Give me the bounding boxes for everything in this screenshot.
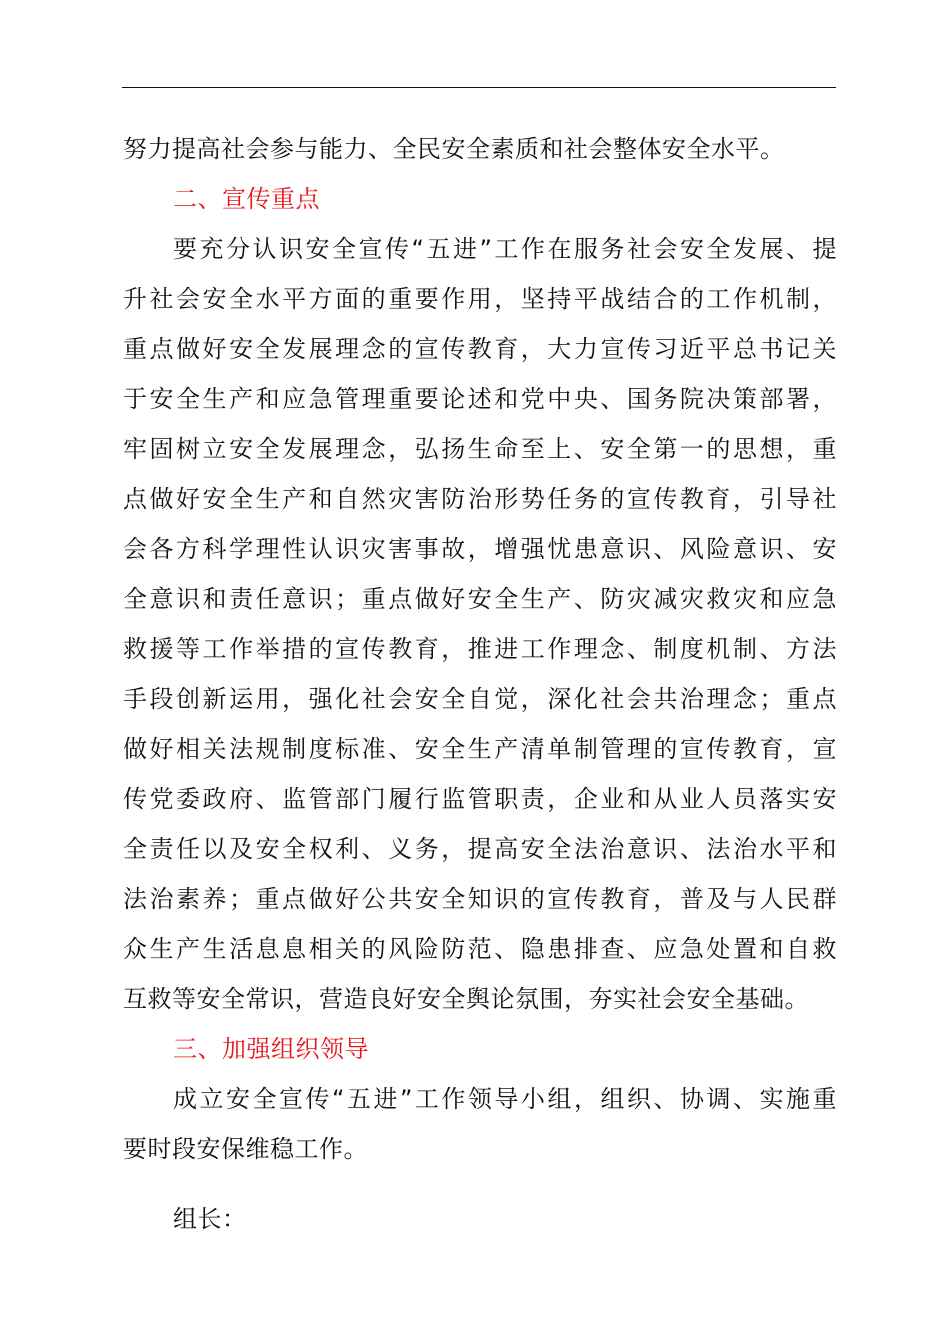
document-body — [123, 124, 837, 1244]
paragraph-line: 全意识和责任意识；重点做好安全生产、防灾减灾救灾和应急 — [123, 585, 837, 613]
paragraph-line: 努力提高社会参与能力、全民安全素质和社会整体安全水平。 — [123, 135, 785, 163]
paragraph-line: 法治素养；重点做好公共安全知识的宣传教育，普及与人民群 — [123, 885, 837, 913]
paragraph-line: 升社会安全水平方面的重要作用，坚持平战结合的工作机制， — [123, 285, 837, 313]
paragraph-line: 做好相关法规制度标准、安全生产清单制管理的宣传教育，宣 — [123, 735, 837, 763]
paragraph-line: 全责任以及安全权利、义务，提高安全法治意识、法治水平和 — [123, 835, 837, 863]
paragraph-line: 互救等安全常识，营造良好安全舆论氛围，夯实社会安全基础。 — [123, 985, 809, 1013]
paragraph-line: 传党委政府、监管部门履行监管职责，企业和从业人员落实安 — [123, 785, 837, 813]
section-heading: 三、加强组织领导 — [173, 1035, 369, 1063]
paragraph-line: 救援等工作举措的宣传教育，推进工作理念、制度机制、方法 — [123, 635, 837, 663]
paragraph-line: 手段创新运用，强化社会安全自觉，深化社会共治理念；重点 — [123, 685, 837, 713]
paragraph-line: 牢固树立安全发展理念，弘扬生命至上、安全第一的思想，重 — [123, 435, 837, 463]
paragraph-line: 要时段安保维稳工作。 — [123, 1135, 368, 1163]
leader-label: 组长： — [173, 1205, 247, 1233]
paragraph-line: 会各方科学理性认识灾害事故，增强忧患意识、风险意识、安 — [123, 535, 837, 563]
paragraph-line: 重点做好安全发展理念的宣传教育，大力宣传习近平总书记关 — [123, 335, 837, 363]
paragraph-line: 点做好安全生产和自然灾害防治形势任务的宣传教育，引导社 — [123, 485, 837, 513]
paragraph-line: 于安全生产和应急管理重要论述和党中央、国务院决策部署， — [123, 385, 837, 413]
section-heading: 二、宣传重点 — [173, 185, 320, 213]
paragraph-line: 成立安全宣传“五进”工作领导小组，组织、协调、实施重 — [173, 1085, 837, 1113]
paragraph-gap — [123, 1174, 837, 1194]
paragraph-line: 要充分认识安全宣传“五进”工作在服务社会安全发展、提 — [173, 235, 837, 263]
header-rule — [122, 87, 836, 88]
paragraph-line: 众生产生活息息相关的风险防范、隐患排查、应急处置和自救 — [123, 935, 837, 963]
